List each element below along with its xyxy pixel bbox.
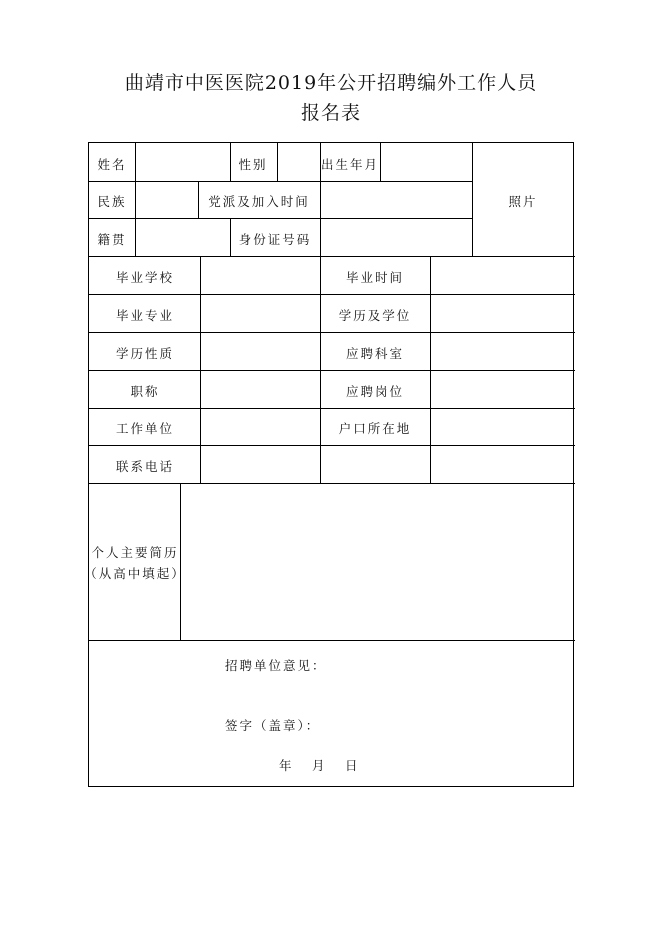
label-month: 月 (312, 758, 327, 773)
native-place-field[interactable] (136, 219, 229, 255)
label-resume: 个人主要简历 (91, 545, 179, 560)
label-school: 毕业学校 (115, 270, 175, 285)
label-phone: 联系电话 (115, 459, 175, 474)
photo-box[interactable] (473, 144, 574, 255)
position-field[interactable] (431, 371, 574, 407)
work-unit-field[interactable] (201, 409, 319, 444)
label-signature: 签字（盖章）： (225, 718, 321, 733)
resume-field[interactable] (181, 484, 574, 639)
label-year: 年 (279, 758, 294, 773)
extra-field[interactable] (321, 446, 429, 482)
label-native-place: 籍贯 (97, 232, 127, 247)
school-field[interactable] (201, 257, 319, 293)
label-ethnicity: 民族 (97, 194, 127, 209)
label-title-rank: 职称 (130, 384, 160, 399)
registration-form (84, 142, 574, 787)
title-rank-field[interactable] (201, 371, 319, 407)
party-field[interactable] (321, 182, 471, 217)
label-party: 党派及加入时间 (208, 194, 310, 209)
hukou-field[interactable] (431, 409, 574, 444)
label-hukou: 户口所在地 (338, 421, 412, 436)
phone-field[interactable] (201, 446, 319, 482)
extra-field-2[interactable] (431, 446, 574, 482)
label-work-unit: 工作单位 (115, 421, 175, 436)
form-subtitle: 报名表 (300, 102, 361, 124)
ethnicity-field[interactable] (136, 182, 197, 217)
department-field[interactable] (431, 333, 574, 369)
birth-field[interactable] (381, 144, 471, 180)
grad-time-field[interactable] (431, 257, 574, 293)
major-field[interactable] (201, 295, 319, 331)
label-opinion: 招聘单位意见： (225, 658, 327, 673)
form-title: 曲靖市中医医院2019年公开招聘编外工作人员 (124, 72, 538, 94)
name-field[interactable] (136, 144, 229, 180)
id-number-field[interactable] (321, 219, 471, 255)
label-edu-type: 学历性质 (115, 346, 175, 361)
edu-type-field[interactable] (201, 333, 319, 369)
gender-field[interactable] (278, 144, 319, 180)
degree-field[interactable] (431, 295, 574, 331)
label-gender: 性别 (238, 157, 268, 172)
label-day: 日 (345, 758, 360, 773)
label-id-number: 身份证号码 (238, 232, 312, 247)
label-degree: 学历及学位 (338, 308, 412, 323)
label-major: 毕业专业 (115, 308, 175, 323)
label-department: 应聘科室 (345, 346, 405, 361)
label-resume-note: （从高中填起） (84, 566, 186, 581)
label-grad-time: 毕业时间 (345, 270, 405, 285)
label-name: 姓名 (97, 157, 127, 172)
label-position: 应聘岗位 (345, 384, 405, 399)
label-birth: 出生年月 (320, 157, 380, 172)
label-photo: 照片 (508, 194, 538, 209)
